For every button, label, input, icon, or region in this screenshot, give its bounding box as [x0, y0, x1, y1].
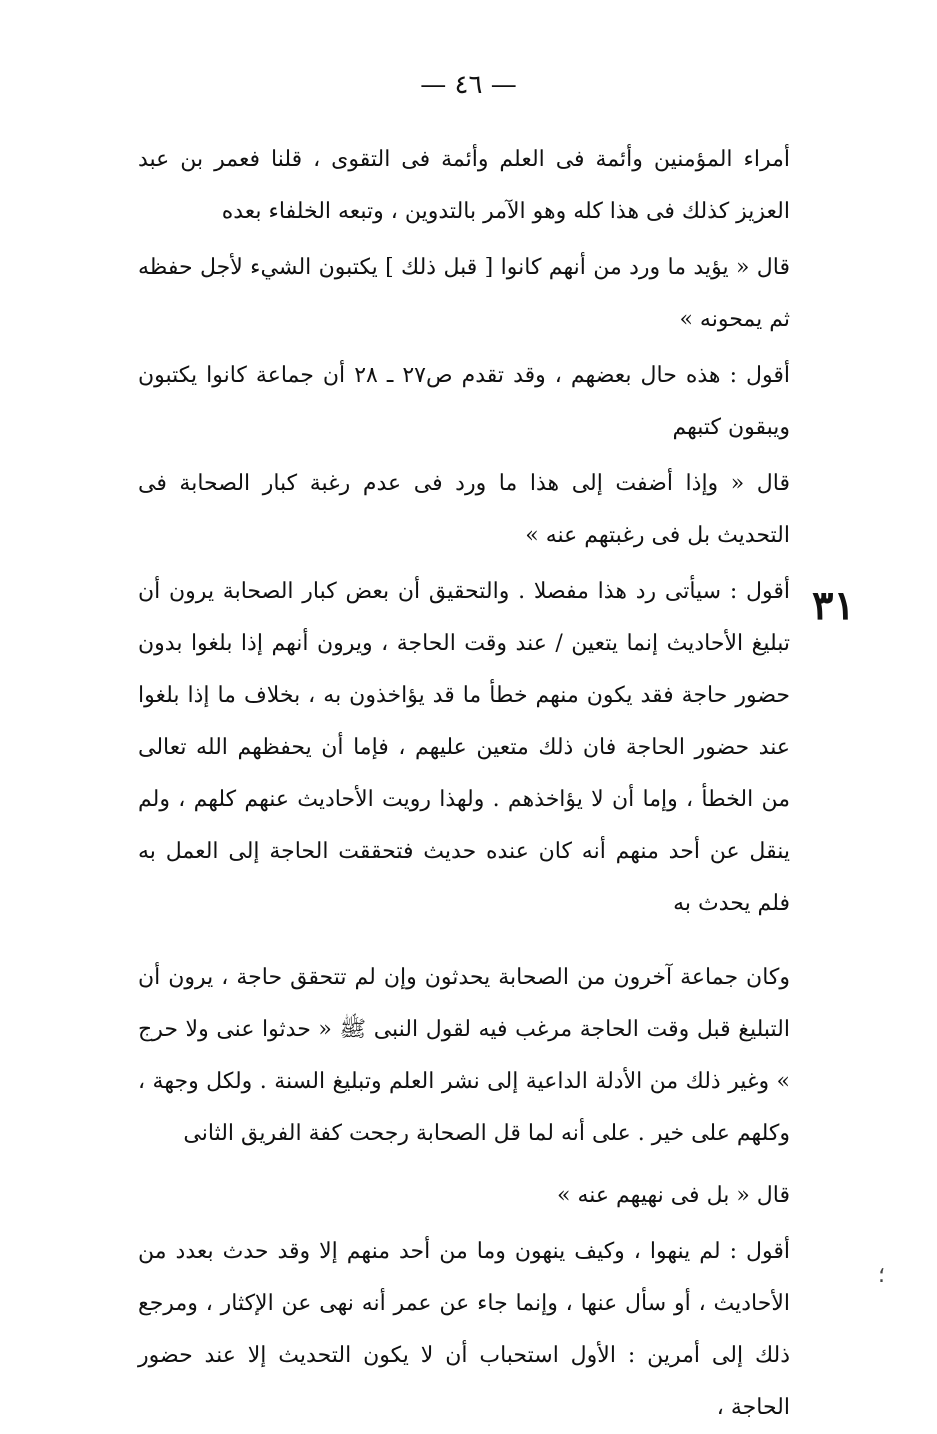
paragraph: وكان جماعة آخرون من الصحابة يحدثون وإن لم تتحقق حاجة ، يرون أن التبليغ قبل وقت الحاجة مرغب فيه لقول النبى ﷺ « حدثوا عنى ولا حرج » وغير ذلك من الأدلة الداعية إلى نشر العلم وتبليغ السنة . ولكل وجهة ، وكلهم على خير . على أنه لما قل الصحابة رجحت كفة الفريق الثانى	[138, 965, 790, 1146]
paragraph: قال « يؤيد ما ورد من أنهم كانوا [ قبل ذلك ] يكتبون الشيء لأجل حفظه ثم يمحونه »	[138, 255, 790, 332]
paragraph: أقول : سيأتى رد هذا مفصلا . والتحقيق أن بعض كبار الصحابة يرون أن تبليغ الأحاديث إنما يتعين / عند وقت الحاجة ، ويرون أنهم إذا بلغوا بدون حضور حاجة فقد يكون منهم خطأ ما قد يؤاخذون به ، بخلاف ما إذا بلغوا عند حضور الحاجة فان ذلك متعين عليهم ، فإما أن يحفظهم الله تعالى من الخطأ ، وإما أن لا يؤاخذهم . ولهذا رويت الأحاديث عنهم كلهم ، ولم ينقل عن أحد منهم أنه كان عنده حديث فتحققت الحاجة إلى العمل به فلم يحدث به	[138, 579, 791, 916]
paragraph: أقول : هذه حال بعضهم ، وقد تقدم ص٢٧ ـ ٢٨ أن جماعة كانوا يكتبون ويبقون كتبهم	[138, 363, 790, 440]
paragraph: أقول : لم ينهوا ، وكيف ينهون وما من أحد منهم إلا وقد حدث بعدد من الأحاديث ، أو سأل عنها ، وإنما جاء عن عمر أنه نهى عن الإكثار ، ومرجع ذلك إلى أمرين : الأول استحباب أن لا يكون التحديث إلا عند حضور الحاجة ،	[138, 1239, 790, 1420]
page-number: — ٤٦ —	[420, 70, 517, 100]
margin-note: ٣١	[812, 582, 855, 629]
paragraph: قال « وإذا أضفت إلى هذا ما ورد فى عدم رغبة كبار الصحابة فى التحديث بل فى رغبتهم عنه »	[138, 471, 790, 548]
corner-mark: ؛	[878, 1263, 885, 1288]
paragraph: أمراء المؤمنين وأئمة فى العلم وأئمة فى التقوى ، قلنا فعمر بن عبد العزيز كذلك فى هذا كله وهو الآمر بالتدوين ، وتبعه الخلفاء بعده	[138, 147, 790, 224]
paragraph: قال « بل فى نهيهم عنه »	[557, 1183, 790, 1208]
body-text	[138, 134, 790, 1434]
